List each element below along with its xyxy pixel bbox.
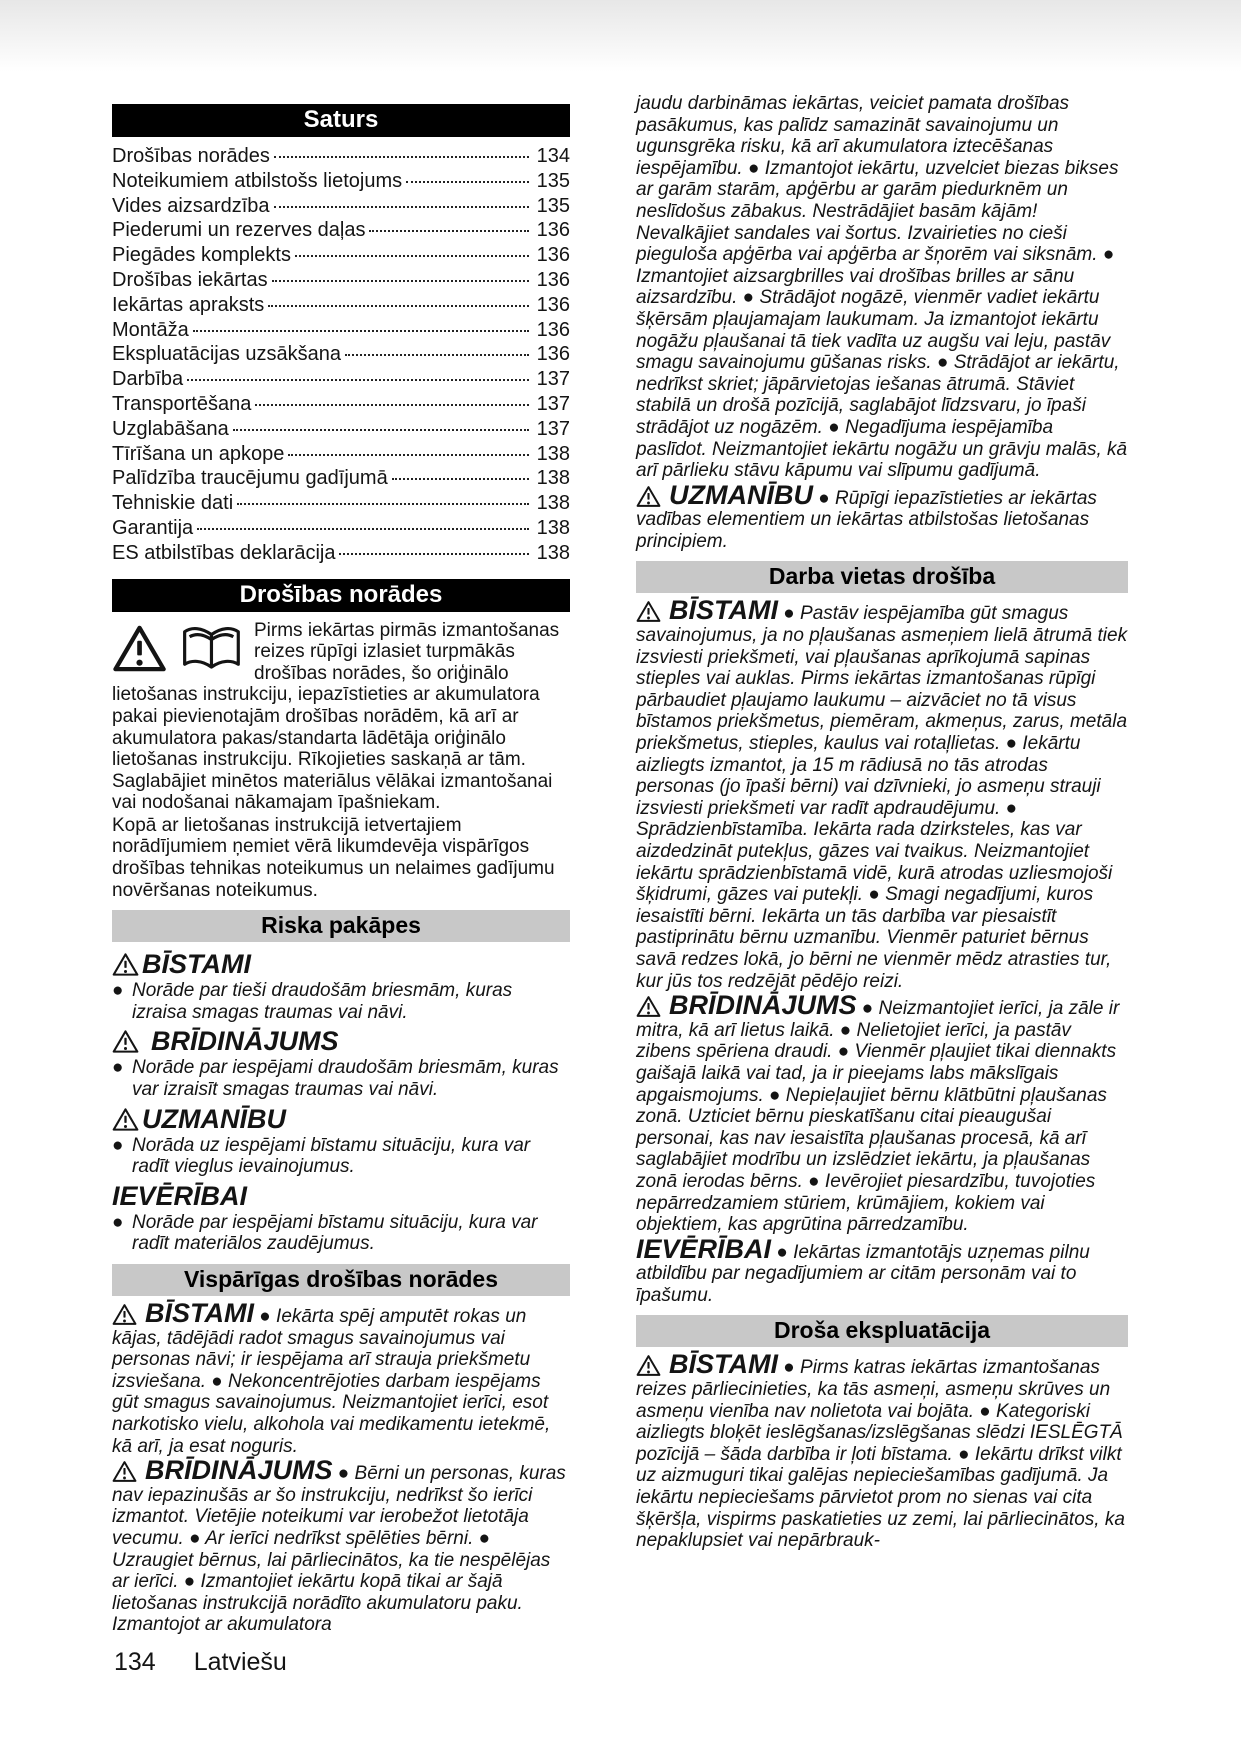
toc-dot-leader	[288, 454, 529, 456]
footer-page-number: 134	[114, 1648, 156, 1676]
toc-entry	[112, 243, 570, 268]
danger-keyword	[112, 1298, 254, 1328]
toc-entry-label: Vides aizsardzība	[112, 194, 270, 217]
keyword-text: BĪSTAMI	[669, 1349, 778, 1380]
toc-entry-label: ES atbilstības deklarācija	[112, 541, 336, 564]
toc-entry	[112, 169, 570, 194]
warning-keyword	[636, 990, 857, 1020]
toc-dot-leader	[187, 379, 529, 381]
toc-dot-leader	[274, 156, 529, 158]
bullet-icon: ●	[112, 980, 124, 1002]
toc-entry-label: Iekārtas apraksts	[112, 293, 265, 316]
continuation-text: jaudu darbināmas iekārtas, veiciet pamata drošības pasākumus, kas palīdz samazināt savainojumu un ugunsgrēka risku, kā arī akumulatora iztecēšanas iespējamību. ● Izmantojot iekārtu, uzvelciet biezas bikses ar garām starām, apģērbu ar garām piedurknēm un neslīdošus zābakus. Nestrādājiet basām kājām! Nevalkājiet sandales vai šortus. Izvairieties no cieši pieguloša apģērba vai apģērba ar šņorēm vai siksnām. ● Izmantojiet aizsargbrilles vai drošības brilles ar sānu aizsardzību. ● Strādājot nogāzē, vienmēr vadiet iekārtu šķērsām pļaujamajam laukumam. Ja izmantojot iekārtu nogāžu pļaušanai tā tiek vadīta uz augšu vai leju, pastāv smagu savainojumu gūšanas risks. ● Strādājot ar iekārtu, nedrīkst skriet; jāpārvietojas iešanas ātrumā. Stāviet stabilā un drošā pozīcijā, saglabājot līdzsvaru, jo īpaši strādājot uz nogāzēm. ● Negadījuma iespējamība paslīdot. Neizmantojiet iekārtu nogāžu un grāvju malās, kā arī pārlieku stāvu kāpumu vai slīpumu gadījumā.	[636, 93, 1128, 482]
toc-entry-label: Montāža	[112, 318, 189, 341]
toc-entry-page: 137	[536, 392, 570, 415]
toc-entry-page: 136	[536, 244, 570, 267]
read-manual-book-icon	[179, 623, 244, 673]
risk-description	[112, 1135, 570, 1178]
toc-entry-label: Ekspluatācijas uzsākšana	[112, 343, 342, 366]
warning-triangle-icon	[112, 1029, 139, 1054]
toc-entry-page: 136	[536, 293, 570, 316]
warning-paragraph	[112, 1455, 570, 1636]
toc-entry-page: 138	[536, 541, 570, 564]
notice-text: ● Iekārtas izmantotājs uzņemas pilnu atbildību par negadījumiem ar citām personām vai to īpašumu.	[636, 1241, 1090, 1306]
toc-entry	[112, 144, 570, 169]
toc-dot-leader	[295, 255, 529, 257]
bullet-icon: ●	[112, 1057, 124, 1079]
toc-entry-label: Drošības norādes	[112, 145, 270, 167]
toc-entry	[112, 342, 570, 367]
toc-entry	[112, 194, 570, 219]
risk-keyword: BRĪDINĀJUMS	[151, 1026, 339, 1057]
risk-keyword: IEVĒRĪBAI	[112, 1180, 248, 1211]
toc-entry	[112, 516, 570, 541]
right-column	[636, 90, 1128, 1636]
toc-entry-label: Tīrīšana un apkope	[112, 442, 285, 465]
caution-text: ● Rūpīgi iepazīstieties ar iekārtas vadības elementiem un iekārtas atbilstošas lietošanas principiem.	[636, 487, 1097, 552]
keyword-text: BRĪDINĀJUMS	[145, 1455, 333, 1486]
warning-triangle-icon	[112, 1303, 137, 1326]
warning-text: ● Neizmantojiet ierīci, ja zāle ir mitra, kā arī lietus laikā. ● Nelietojiet ierīci, ja pastāv zibens spēriena draudi. ● Vienmēr pļaujiet tikai diennakts gaišajā laikā vai tad, ja ir pieejams labs mākslīgais apgaismojums. ● Nepieļaujiet bērnu klātbūtni pļaušanas zonā. Uzticiet bērnu pieskatīšanu citai pieaugušai personai, kas nav iesaistīta pļaušanas procesā, kā arī saglabājiet modrību un izslēdziet iekārtu, ja pļaušanas zonā ierodas bērns. ● Ievērojiet piesardzību, tuvojoties nepārredzamiem stūriem, krūmājiem, kokiem vai objektiem, kas apgrūtina pārredzamību.	[636, 998, 1120, 1236]
safety-section-title: Drošības norādes	[239, 580, 443, 608]
table-of-contents	[112, 144, 570, 566]
safety-intro-paragraph-2	[112, 815, 570, 901]
left-column	[112, 104, 570, 1636]
risk-description	[112, 1057, 570, 1100]
danger-text: ● Pastāv iespējamība gūt smagus savainojumus, ja no pļaušanas asmeņiem lielā ātrumā tiek izsviesti priekšmeti, vai pļaušanas aprīkojumā sapinas stieples vai auklas. Pirms iekārtas izmantošanas rūpīgi pārbaudiet pļaujamo laukumu – aizvāciet no tā visus bīstamos priekšmetus, piemēram, akmeņus, zarus, metāla priekšmetus, stieples, kaulus vai rotaļlietas. ● Iekārtu aizliegts izmantot, ja 15 m rādiusā no tās atrodas personas (jo īpaši bērni) vai dzīvnieki, jo asmeņu strauji izsviesti priekšmeti var radīt apdraudējumu. ● Sprādzienbīstamība. Iekārta rada dzirksteles, kas var aizdedzināt putekļus, gāzes vai tvaikus. Neizmantojiet iekārtu sprādzienbīstamā vidē, kurā atrodas uzliesmojoši šķidrumi, gāzes vai putekļi. ● Smagi negadījumi, kuros iesaistīti bērni. Iekārta un tās darbība var piesaistīt pastiprinātu bērnu uzmanību. Vienmēr paturiet bērnus savā redzes lokā, jo bērni ne vienmēr mēdz atrasties tur, kur jūs tos redzējāt pēdējo reizi.	[636, 603, 1128, 992]
toc-entry	[112, 392, 570, 417]
toc-entry	[112, 417, 570, 442]
risk-heading-caution	[112, 1104, 570, 1135]
warning-paragraph	[636, 990, 1128, 1236]
risk-heading-notice	[112, 1181, 570, 1212]
keyword-text: BĪSTAMI	[145, 1298, 254, 1329]
risk-description	[112, 1212, 570, 1255]
toc-entry-page: 135	[536, 169, 570, 192]
warning-triangle-icon	[636, 485, 661, 508]
toc-dot-leader	[369, 230, 529, 232]
warning-triangle-icon	[636, 1354, 661, 1377]
toc-dot-leader	[268, 305, 529, 307]
toc-entry-label: Transportēšana	[112, 392, 252, 415]
general-safety-header: Vispārīgas drošības norādes	[183, 1266, 499, 1293]
notice-paragraph	[636, 1233, 1128, 1307]
toc-entry	[112, 541, 570, 566]
toc-entry-label: Garantija	[112, 516, 194, 539]
bullet-icon: ●	[112, 1211, 124, 1233]
risk-keyword: BĪSTAMI	[142, 949, 251, 980]
risk-description-text: Norāde par iespējami draudošām briesmām, kuras var izraisīt smagas traumas vai nāvi.	[132, 1057, 559, 1101]
risk-levels-header-bar	[112, 910, 570, 942]
caution-keyword	[636, 480, 813, 510]
toc-title: Saturs	[303, 106, 379, 133]
risk-description	[112, 980, 570, 1023]
danger-keyword	[636, 595, 778, 625]
toc-entry-page: 135	[536, 194, 570, 217]
keyword-text: BRĪDINĀJUMS	[669, 990, 857, 1021]
toc-entry-page: 136	[536, 343, 570, 366]
notice-keyword	[636, 1234, 771, 1264]
risk-keyword: UZMANĪBU	[142, 1103, 286, 1134]
safety-intro-paragraph	[112, 620, 570, 814]
toc-dot-leader	[406, 181, 529, 183]
toc-entry-page: 136	[536, 318, 570, 341]
safety-icons	[112, 623, 244, 674]
danger-paragraph	[636, 1349, 1128, 1552]
toc-entry-label: Drošības iekārtas	[112, 268, 268, 291]
toc-entry-label: Tehniskie dati	[112, 492, 234, 515]
risk-levels-header: Riska pakāpes	[261, 912, 421, 939]
danger-keyword	[636, 1349, 778, 1379]
warning-triangle-icon	[112, 952, 139, 977]
warning-text: ● Bērni un personas, kuras nav iepazinušās ar šo instrukciju, nedrīkst šo ierīci izmantot. Vietējie noteikumi var ierobežot lietotāja vecumu. ● Ar ierīci nedrīkst spēlēties bērni. ● Uzraugiet bērnus, lai pārliecinātos, ka tie nespēlējas ar ierīci. ● Izmantojiet iekārtu kopā tikai ar šajā lietošanas instrukcijā norādīto akumulatoru paku. Izmantojot ar akumulatora	[112, 1463, 566, 1636]
risk-heading-warning	[112, 1026, 570, 1057]
workplace-safety-header-bar	[636, 561, 1128, 593]
toc-entry	[112, 442, 570, 467]
safety-section-title-bar	[112, 579, 570, 612]
toc-dot-leader	[272, 280, 529, 282]
warning-triangle-icon	[112, 623, 167, 674]
keyword-text: BĪSTAMI	[669, 595, 778, 626]
danger-text: ● Iekārta spēj amputēt rokas un kājas, tādējādi radot smagus savainojumus vai personas nāvi; ir iespējama arī strauja priekšmetu izsviešana. ● Nekoncentrējoties darbam iespējams gūt smagus savainojumus. Neizmantojiet ierīci, esot narkotisko vielu, alkohola vai medikamentu ietekmē, kā arī, ja esat noguris.	[112, 1306, 551, 1457]
toc-entry-page: 137	[536, 368, 570, 391]
caution-paragraph	[636, 479, 1128, 553]
warning-triangle-icon	[112, 1460, 137, 1483]
toc-dot-leader	[193, 330, 529, 332]
toc-entry	[112, 293, 570, 318]
general-safety-header-bar	[112, 1264, 570, 1296]
danger-paragraph	[636, 595, 1128, 992]
toc-dot-leader	[237, 503, 529, 505]
safety-intro-text-2: Kopā ar lietošanas instrukcijā ietvertajiem norādījumiem ņemiet vērā likumdevēja vispārīgos drošības tehnikas noteikumus un nelaimes gadījumu novēršanas noteikumus.	[112, 814, 555, 901]
safe-operation-header: Droša ekspluatācija	[773, 1317, 991, 1344]
workplace-safety-header: Darba vietas drošība	[768, 563, 996, 590]
toc-entry-page: 138	[536, 492, 570, 515]
toc-entry	[112, 268, 570, 293]
toc-entry-page: 134	[536, 145, 570, 167]
danger-text: ● Pirms katras iekārtas izmantošanas reizes pārliecinieties, ka tās asmeņi, asmeņu skrūves un asmeņu vienība nav nolietota vai bojāta. ● Kategoriski aizliegts bloķēt ieslēgšanas/izslēgšanas slēdzi IESLĒGTĀ pozīcijā – šāda darbība ir ļoti bīstama. ● Iekārtu drīkst vilkt uz aizmuguri tikai galējas nepieciešamības gadījumā. Ja iekārtu nepieciešams pārvietot prom no sienas vai cita šķēršļa, vispirms paskatieties uz zemi, lai pārliecinātos, ka nepaklupsiet vai nepārbrauk-	[636, 1357, 1125, 1552]
warning-triangle-icon	[636, 995, 661, 1018]
page-footer	[114, 1648, 287, 1677]
toc-entry	[112, 367, 570, 392]
toc-entry-page: 138	[536, 442, 570, 465]
keyword-text: UZMANĪBU	[669, 479, 813, 510]
toc-entry-label: Uzglabāšana	[112, 417, 229, 440]
footer-language: Latviešu	[193, 1648, 287, 1676]
toc-entry-page: 138	[536, 467, 570, 490]
toc-entry-page: 136	[536, 219, 570, 242]
safety-intro-text: Pirms iekārtas pirmās izmantošanas reizes rūpīgi izlasiet turpmākās drošības norādes, šo oriģinālo lietošanas instrukciju, iepazīstieties ar akumulatora pakai pievienotajām drošības norādēm, kā arī ar akumulatora pakas/standarta lādētāja oriģinālo lietošanas instrukciju. Rīkojieties saskaņā ar tām. Saglabājiet minētos materiālus vēlākai izmantošanai vai nodošanai nākamajam īpašniekam.	[112, 619, 560, 814]
page-columns	[112, 93, 1128, 1636]
danger-paragraph	[112, 1298, 570, 1457]
warning-triangle-icon	[636, 600, 661, 623]
risk-description-text: Norāde par tieši draudošām briesmām, kuras izraisa smagas traumas vai nāvi.	[132, 980, 513, 1023]
toc-entry-label: Piederumi un rezerves daļas	[112, 219, 366, 242]
toc-entry	[112, 491, 570, 516]
risk-heading-danger	[112, 949, 570, 980]
risk-description-text: Norāda uz iespējami bīstamu situāciju, kura var radīt vieglus ievainojumus.	[132, 1134, 531, 1178]
toc-entry-page: 137	[536, 417, 570, 440]
toc-dot-leader	[255, 404, 529, 406]
safe-operation-header-bar	[636, 1315, 1128, 1347]
toc-entry	[112, 318, 570, 343]
toc-dot-leader	[197, 528, 529, 530]
continuation-paragraph	[636, 93, 1128, 482]
toc-entry-page: 138	[536, 516, 570, 539]
toc-entry-label: Noteikumiem atbilstošs lietojums	[112, 169, 403, 192]
toc-dot-leader	[392, 478, 529, 480]
toc-dot-leader	[274, 206, 530, 208]
bullet-icon: ●	[112, 1134, 124, 1156]
warning-keyword	[112, 1455, 333, 1485]
toc-dot-leader	[233, 429, 529, 431]
toc-entry	[112, 218, 570, 243]
keyword-text: IEVĒRĪBAI	[636, 1233, 772, 1264]
toc-dot-leader	[339, 553, 529, 555]
toc-title-bar	[112, 104, 570, 137]
toc-entry-label: Piegādes komplekts	[112, 244, 291, 267]
toc-entry-page: 136	[536, 268, 570, 291]
toc-entry-label: Palīdzība traucējumu gadījumā	[112, 467, 388, 490]
toc-entry	[112, 466, 570, 491]
warning-triangle-icon	[112, 1107, 139, 1132]
toc-dot-leader	[345, 354, 529, 356]
toc-entry-label: Darbība	[112, 368, 184, 391]
risk-description-text: Norāde par iespējami bīstamu situāciju, kura var radīt materiālos zaudējumus.	[132, 1211, 538, 1255]
